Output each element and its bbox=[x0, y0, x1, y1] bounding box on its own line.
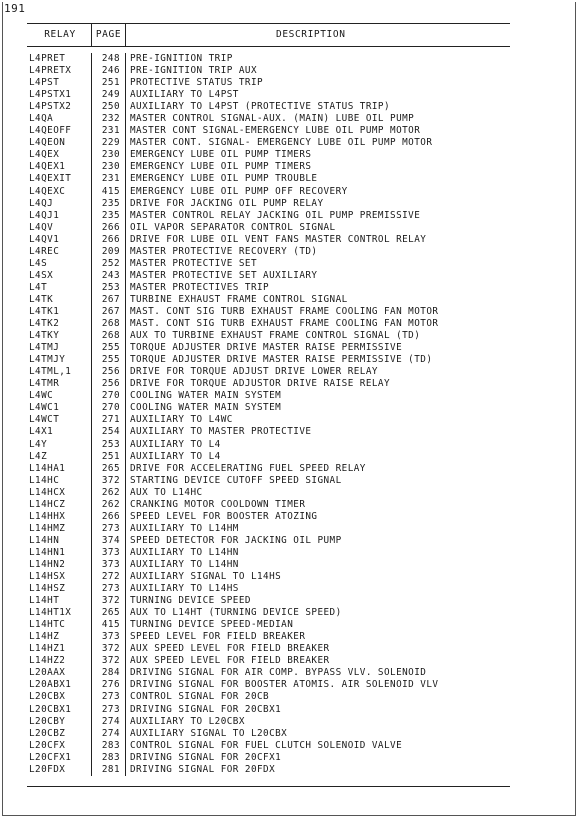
table-row bbox=[27, 414, 510, 426]
page-cell: 251 bbox=[91, 451, 125, 463]
relay-cell: L4QJ bbox=[29, 197, 54, 209]
table-row bbox=[27, 101, 510, 113]
table-row bbox=[27, 222, 510, 234]
table-row bbox=[27, 149, 510, 161]
description-cell: AUX SPEED LEVEL FOR FIELD BREAKER bbox=[125, 655, 510, 667]
page-cell: 372 bbox=[91, 595, 125, 607]
table-row bbox=[27, 366, 510, 378]
relay-cell: L4PSTX1 bbox=[29, 89, 72, 101]
relay-cell: L14HHX bbox=[29, 510, 66, 522]
page-cell: 265 bbox=[91, 607, 125, 619]
relay-cell: L14HN bbox=[29, 534, 60, 546]
description-cell: SPEED LEVEL FOR FIELD BREAKER bbox=[125, 631, 510, 643]
page-cell: 273 bbox=[91, 583, 125, 595]
table-row bbox=[27, 234, 510, 246]
table-row bbox=[27, 89, 510, 101]
page-cell: 372 bbox=[91, 475, 125, 487]
relay-cell: L4PST bbox=[29, 77, 60, 89]
table-row bbox=[27, 752, 510, 764]
header-page: PAGE bbox=[91, 24, 125, 46]
table-row bbox=[27, 595, 510, 607]
description-cell: AUXILIARY TO L14HM bbox=[125, 523, 510, 535]
description-cell: COOLING WATER MAIN SYSTEM bbox=[125, 390, 510, 402]
description-cell: EMERGENCY LUBE OIL PUMP TIMERS bbox=[125, 161, 510, 173]
table-row bbox=[27, 137, 510, 149]
table-row bbox=[27, 523, 510, 535]
relay-cell: L4REC bbox=[29, 245, 60, 257]
relay-cell: L14HZ bbox=[29, 631, 60, 643]
table-row bbox=[27, 125, 510, 137]
description-cell: AUXILIARY TO L14HN bbox=[125, 559, 510, 571]
page-cell: 248 bbox=[91, 53, 125, 65]
relay-cell: L4QJ1 bbox=[29, 209, 60, 221]
page-cell: 262 bbox=[91, 487, 125, 499]
description-cell: DRIVE FOR JACKING OIL PUMP RELAY bbox=[125, 198, 510, 210]
description-cell: DRIVE FOR LUBE OIL VENT FANS MASTER CONTROL RELAY bbox=[125, 234, 510, 246]
table-row bbox=[27, 270, 510, 282]
table-row bbox=[27, 198, 510, 210]
table-row bbox=[27, 704, 510, 716]
table-row bbox=[27, 463, 510, 475]
table-row bbox=[27, 511, 510, 523]
table-row bbox=[27, 740, 510, 752]
table-row bbox=[27, 390, 510, 402]
description-cell: CRANKING MOTOR COOLDOWN TIMER bbox=[125, 499, 510, 511]
page-cell: 252 bbox=[91, 258, 125, 270]
table-row bbox=[27, 679, 510, 691]
page-cell: 255 bbox=[91, 342, 125, 354]
page-cell: 229 bbox=[91, 137, 125, 149]
relay-cell: L20CBX1 bbox=[29, 703, 72, 715]
description-cell: TURBINE EXHAUST FRAME CONTROL SIGNAL bbox=[125, 294, 510, 306]
table-row bbox=[27, 607, 510, 619]
relay-cell: L4WCT bbox=[29, 414, 60, 426]
page-cell: 273 bbox=[91, 523, 125, 535]
table-row bbox=[27, 77, 510, 89]
page-cell: 270 bbox=[91, 402, 125, 414]
table-row bbox=[27, 246, 510, 258]
description-cell: TURNING DEVICE SPEED bbox=[125, 595, 510, 607]
description-cell: SPEED DETECTOR FOR JACKING OIL PUMP bbox=[125, 535, 510, 547]
page-cell: 266 bbox=[91, 511, 125, 523]
relay-cell: L14HZ1 bbox=[29, 643, 66, 655]
relay-cell: L20CBZ bbox=[29, 727, 66, 739]
relay-cell: L4QV bbox=[29, 221, 54, 233]
description-cell: MASTER PROTECTIVE SET AUXILIARY bbox=[125, 270, 510, 282]
relay-cell: L4QV1 bbox=[29, 233, 60, 245]
description-cell: AUXILIARY TO MASTER PROTECTIVE bbox=[125, 426, 510, 438]
description-cell: EMERGENCY LUBE OIL PUMP TIMERS bbox=[125, 149, 510, 161]
relay-cell: L4TMR bbox=[29, 378, 60, 390]
table-body bbox=[27, 47, 510, 786]
page-cell: 272 bbox=[91, 571, 125, 583]
page-cell: 372 bbox=[91, 655, 125, 667]
table-row bbox=[27, 342, 510, 354]
table-row bbox=[27, 691, 510, 703]
table-row bbox=[27, 282, 510, 294]
page-cell: 267 bbox=[91, 306, 125, 318]
relay-cell: L14HSX bbox=[29, 571, 66, 583]
relay-cell: L14HCZ bbox=[29, 498, 66, 510]
description-cell: DRIVING SIGNAL FOR 20CBX1 bbox=[125, 704, 510, 716]
page-cell: 256 bbox=[91, 378, 125, 390]
description-cell: TORQUE ADJUSTER DRIVE MASTER RAISE PERMISSIVE bbox=[125, 342, 510, 354]
page-cell: 268 bbox=[91, 330, 125, 342]
page-cell: 249 bbox=[91, 89, 125, 101]
table-row bbox=[27, 258, 510, 270]
relay-cell: L4TML,1 bbox=[29, 366, 72, 378]
page-cell: 231 bbox=[91, 173, 125, 185]
relay-cell: L4Z bbox=[29, 450, 48, 462]
description-cell: MASTER CONT. SIGNAL- EMERGENCY LUBE OIL PUMP MOTOR bbox=[125, 137, 510, 149]
table-row bbox=[27, 475, 510, 487]
table-row bbox=[27, 402, 510, 414]
description-cell: MAST. CONT SIG TURB EXHAUST FRAME COOLING FAN MOTOR bbox=[125, 318, 510, 330]
description-cell: MAST. CONT SIG TURB EXHAUST FRAME COOLING FAN MOTOR bbox=[125, 306, 510, 318]
relay-cell: L4TK2 bbox=[29, 318, 60, 330]
description-cell: DRIVE FOR TORQUE ADJUST DRIVE LOWER RELAY bbox=[125, 366, 510, 378]
page-cell: 262 bbox=[91, 499, 125, 511]
table-row bbox=[27, 631, 510, 643]
description-cell: AUXILIARY TO L4WC bbox=[125, 414, 510, 426]
table-row bbox=[27, 330, 510, 342]
description-cell: DRIVE FOR TORQUE ADJUSTOR DRIVE RAISE RELAY bbox=[125, 378, 510, 390]
relay-cell: L4Y bbox=[29, 438, 48, 450]
page-cell: 266 bbox=[91, 222, 125, 234]
page-cell: 265 bbox=[91, 463, 125, 475]
page-cell: 270 bbox=[91, 390, 125, 402]
table-row bbox=[27, 619, 510, 631]
page-cell: 283 bbox=[91, 740, 125, 752]
table-row bbox=[27, 451, 510, 463]
relay-cell: L4QEX bbox=[29, 149, 60, 161]
description-cell: TURNING DEVICE SPEED-MEDIAN bbox=[125, 619, 510, 631]
description-cell: AUX SPEED LEVEL FOR FIELD BREAKER bbox=[125, 643, 510, 655]
relay-table bbox=[27, 23, 510, 787]
page-cell: 273 bbox=[91, 691, 125, 703]
table-row bbox=[27, 728, 510, 740]
page-cell: 284 bbox=[91, 667, 125, 679]
table-row bbox=[27, 65, 510, 77]
page-cell: 372 bbox=[91, 643, 125, 655]
table-row bbox=[27, 318, 510, 330]
description-cell: MASTER CONT SIGNAL-EMERGENCY LUBE OIL PUMP MOTOR bbox=[125, 125, 510, 137]
relay-cell: L20CFX bbox=[29, 739, 66, 751]
description-cell: AUX TO L14HC bbox=[125, 487, 510, 499]
description-cell: STARTING DEVICE CUTOFF SPEED SIGNAL bbox=[125, 475, 510, 487]
relay-cell: L20FDX bbox=[29, 763, 66, 775]
relay-cell: L14HT1X bbox=[29, 607, 72, 619]
relay-cell: L4TMJ bbox=[29, 342, 60, 354]
table-row bbox=[27, 487, 510, 499]
description-cell: MASTER CONTROL SIGNAL-AUX. (MAIN) LUBE OIL PUMP bbox=[125, 113, 510, 125]
description-cell: COOLING WATER MAIN SYSTEM bbox=[125, 402, 510, 414]
page-cell: 246 bbox=[91, 65, 125, 77]
page-cell: 253 bbox=[91, 282, 125, 294]
table-row bbox=[27, 173, 510, 185]
relay-cell: L4TMJY bbox=[29, 354, 66, 366]
page-cell: 209 bbox=[91, 246, 125, 258]
relay-cell: L4X1 bbox=[29, 426, 54, 438]
table-row bbox=[27, 439, 510, 451]
table-row bbox=[27, 186, 510, 198]
relay-cell: L20CBY bbox=[29, 715, 66, 727]
description-cell: MASTER PROTECTIVE SET bbox=[125, 258, 510, 270]
relay-cell: L14HTC bbox=[29, 619, 66, 631]
relay-cell: L14HSZ bbox=[29, 583, 66, 595]
page-cell: 235 bbox=[91, 198, 125, 210]
table-row bbox=[27, 294, 510, 306]
page-cell: 373 bbox=[91, 631, 125, 643]
description-cell: CONTROL SIGNAL FOR FUEL CLUTCH SOLENOID VALVE bbox=[125, 740, 510, 752]
page-cell: 268 bbox=[91, 318, 125, 330]
relay-cell: L4TKY bbox=[29, 330, 60, 342]
page-cell: 231 bbox=[91, 125, 125, 137]
relay-cell: L4S bbox=[29, 257, 48, 269]
relay-cell: L14HC bbox=[29, 474, 60, 486]
description-cell: TORQUE ADJUSTER DRIVE MASTER RAISE PERMISSIVE (TD) bbox=[125, 354, 510, 366]
relay-cell: L20AAX bbox=[29, 667, 66, 679]
table-row bbox=[27, 559, 510, 571]
relay-cell: L14HMZ bbox=[29, 522, 66, 534]
relay-cell: L4T bbox=[29, 281, 48, 293]
description-cell: PROTECTIVE STATUS TRIP bbox=[125, 77, 510, 89]
relay-cell: L14HT bbox=[29, 595, 60, 607]
table-row bbox=[27, 53, 510, 65]
description-cell: AUXILIARY TO L14HN bbox=[125, 547, 510, 559]
page-cell: 253 bbox=[91, 439, 125, 451]
page-cell: 281 bbox=[91, 764, 125, 776]
table-row bbox=[27, 583, 510, 595]
page-cell: 374 bbox=[91, 535, 125, 547]
relay-cell: L4TK1 bbox=[29, 305, 60, 317]
table-row bbox=[27, 571, 510, 583]
description-cell: DRIVING SIGNAL FOR AIR COMP. BYPASS VLV. SOLENOID bbox=[125, 667, 510, 679]
page-cell: 274 bbox=[91, 716, 125, 728]
relay-cell: L4QEOFF bbox=[29, 125, 72, 137]
description-cell: AUXILIARY TO L14HS bbox=[125, 583, 510, 595]
description-cell: SPEED LEVEL FOR BOOSTER ATOZING bbox=[125, 511, 510, 523]
description-cell: CONTROL SIGNAL FOR 20CB bbox=[125, 691, 510, 703]
relay-cell: L14HCX bbox=[29, 486, 66, 498]
table-row bbox=[27, 499, 510, 511]
page-number: 191 bbox=[4, 2, 26, 15]
page-cell: 230 bbox=[91, 149, 125, 161]
page-cell: 271 bbox=[91, 414, 125, 426]
page-cell: 415 bbox=[91, 619, 125, 631]
relay-cell: L20CBX bbox=[29, 691, 66, 703]
description-cell: AUXILIARY TO L20CBX bbox=[125, 716, 510, 728]
description-cell: MASTER CONTROL RELAY JACKING OIL PUMP PREMISSIVE bbox=[125, 210, 510, 222]
page-cell: 273 bbox=[91, 704, 125, 716]
page-cell: 256 bbox=[91, 366, 125, 378]
relay-cell: L14HN2 bbox=[29, 558, 66, 570]
description-cell: AUXILIARY SIGNAL TO L14HS bbox=[125, 571, 510, 583]
description-cell: EMERGENCY LUBE OIL PUMP OFF RECOVERY bbox=[125, 186, 510, 198]
table-row bbox=[27, 354, 510, 366]
page-cell: 276 bbox=[91, 679, 125, 691]
relay-cell: L4QEON bbox=[29, 137, 66, 149]
description-cell: PRE-IGNITION TRIP bbox=[125, 53, 510, 65]
description-cell: AUXILIARY TO L4 bbox=[125, 439, 510, 451]
page-cell: 373 bbox=[91, 547, 125, 559]
relay-cell: L4QEXC bbox=[29, 185, 66, 197]
description-cell: AUXILIARY TO L4 bbox=[125, 451, 510, 463]
page-cell: 254 bbox=[91, 426, 125, 438]
table-row bbox=[27, 667, 510, 679]
relay-cell: L4PSTX2 bbox=[29, 101, 72, 113]
relay-cell: L4TK bbox=[29, 293, 54, 305]
table-row bbox=[27, 426, 510, 438]
relay-cell: L4PRETX bbox=[29, 65, 72, 77]
relay-cell: L4QA bbox=[29, 113, 54, 125]
description-cell: AUX TO TURBINE EXHAUST FRAME CONTROL SIGNAL (TD) bbox=[125, 330, 510, 342]
page-cell: 255 bbox=[91, 354, 125, 366]
page-cell: 373 bbox=[91, 559, 125, 571]
table-header bbox=[27, 24, 510, 47]
header-relay: RELAY bbox=[44, 29, 76, 40]
page-cell: 232 bbox=[91, 113, 125, 125]
page-cell: 243 bbox=[91, 270, 125, 282]
description-cell: DRIVE FOR ACCELERATING FUEL SPEED RELAY bbox=[125, 463, 510, 475]
relay-cell: L14HZ2 bbox=[29, 655, 66, 667]
relay-cell: L4PRET bbox=[29, 53, 66, 64]
relay-cell: L4SX bbox=[29, 269, 54, 281]
description-cell: MASTER PROTECTIVE RECOVERY (TD) bbox=[125, 246, 510, 258]
description-cell: EMERGENCY LUBE OIL PUMP TROUBLE bbox=[125, 173, 510, 185]
page-cell: 267 bbox=[91, 294, 125, 306]
description-cell: AUX TO L14HT (TURNING DEVICE SPEED) bbox=[125, 607, 510, 619]
description-cell: DRIVING SIGNAL FOR BOOSTER ATOMIS. AIR SOLENOID VLV bbox=[125, 679, 510, 691]
description-cell: AUXILIARY TO L4PST (PROTECTIVE STATUS TRIP) bbox=[125, 101, 510, 113]
description-cell: DRIVING SIGNAL FOR 20FDX bbox=[125, 764, 510, 776]
page-cell: 251 bbox=[91, 77, 125, 89]
relay-cell: L4QEX1 bbox=[29, 161, 66, 173]
description-cell: MASTER PROTECTIVES TRIP bbox=[125, 282, 510, 294]
description-cell: PRE-IGNITION TRIP AUX bbox=[125, 65, 510, 77]
relay-cell: L14HA1 bbox=[29, 462, 66, 474]
relay-cell: L20CFX1 bbox=[29, 751, 72, 763]
page-cell: 415 bbox=[91, 186, 125, 198]
description-cell: OIL VAPOR SEPARATOR CONTROL SIGNAL bbox=[125, 222, 510, 234]
description-cell: AUXILIARY SIGNAL TO L20CBX bbox=[125, 728, 510, 740]
table-row bbox=[27, 643, 510, 655]
relay-cell: L14HN1 bbox=[29, 546, 66, 558]
table-row bbox=[27, 306, 510, 318]
table-row bbox=[27, 535, 510, 547]
table-row bbox=[27, 764, 510, 776]
relay-cell: L4QEXIT bbox=[29, 173, 72, 185]
page-cell: 266 bbox=[91, 234, 125, 246]
description-cell: AUXILIARY TO L4PST bbox=[125, 89, 510, 101]
page-cell: 274 bbox=[91, 728, 125, 740]
table-row bbox=[27, 547, 510, 559]
table-row bbox=[27, 716, 510, 728]
relay-cell: L4WC1 bbox=[29, 402, 60, 414]
relay-cell: L4WC bbox=[29, 390, 54, 402]
description-cell: DRIVING SIGNAL FOR 20CFX1 bbox=[125, 752, 510, 764]
table-row bbox=[27, 378, 510, 390]
table-row bbox=[27, 113, 510, 125]
relay-cell: L20ABX1 bbox=[29, 679, 72, 691]
table-row bbox=[27, 210, 510, 222]
page-cell: 230 bbox=[91, 161, 125, 173]
page-cell: 235 bbox=[91, 210, 125, 222]
header-description: DESCRIPTION bbox=[125, 24, 510, 46]
table-row bbox=[27, 655, 510, 667]
table-row bbox=[27, 161, 510, 173]
page-cell: 250 bbox=[91, 101, 125, 113]
page-cell: 283 bbox=[91, 752, 125, 764]
